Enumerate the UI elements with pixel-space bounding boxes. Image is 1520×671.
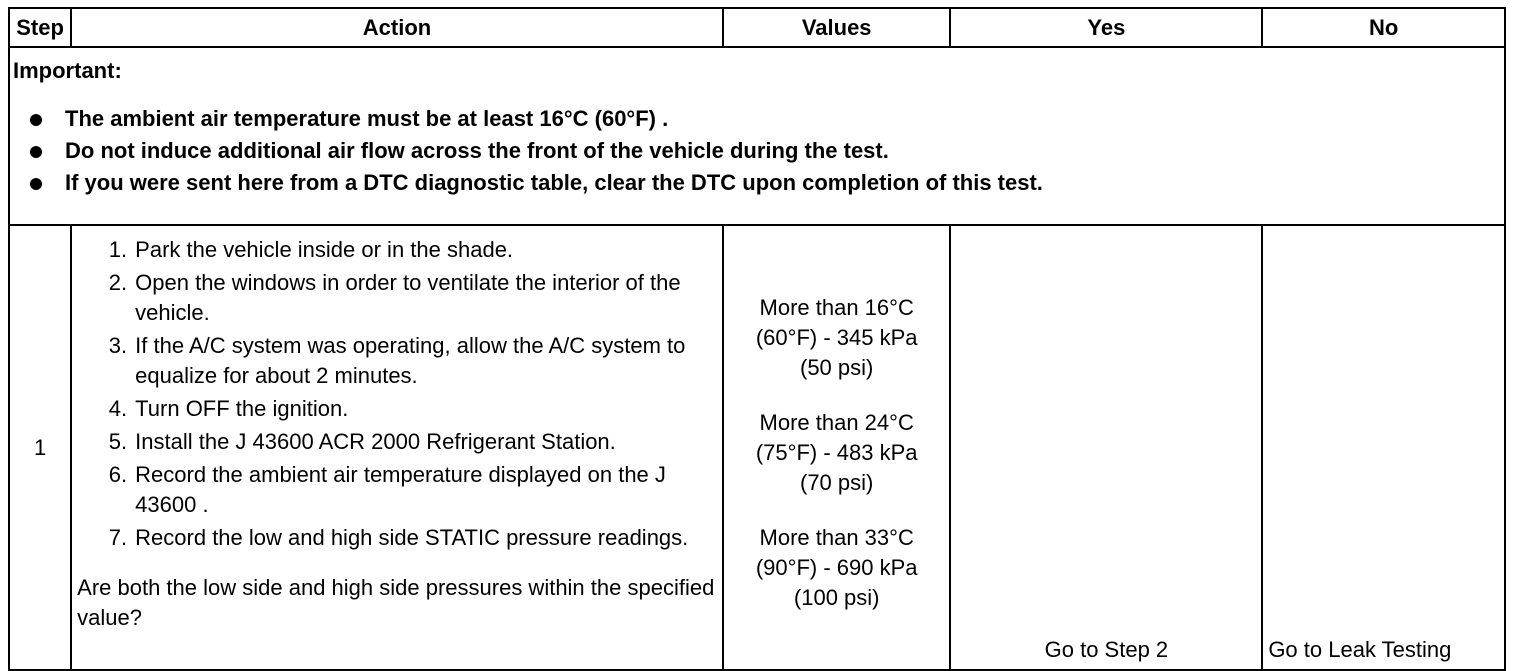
important-item: [30, 103, 1504, 135]
important-item: [30, 135, 1504, 167]
important-list: [13, 103, 1504, 199]
header-yes: Yes: [950, 8, 1262, 47]
action-steps-list: [77, 235, 716, 553]
value-line: (100 psi): [793, 584, 880, 610]
action-step-text: Open the windows in order to ventilate the interior of the vehicle.: [135, 270, 681, 325]
yes-link[interactable]: Go to Step 2: [1044, 637, 1169, 662]
values-cell: [723, 225, 951, 670]
action-step-text: If the A/C system was operating, allow the A/C system to equalize for about 2 minutes.: [135, 333, 686, 388]
bullet-icon: [30, 178, 42, 190]
action-step-number: 4.: [108, 396, 128, 421]
bullet-icon: [30, 146, 42, 158]
action-step-number: 2.: [108, 270, 128, 295]
table-row: [9, 225, 1505, 670]
action-step-number: 6.: [108, 462, 128, 487]
action-step-text: Install the J 43600 ACR 2000 Refrigerant Station.: [135, 429, 616, 454]
action-step: [77, 331, 716, 391]
no-cell: [1262, 225, 1505, 670]
action-step: [77, 523, 716, 553]
header-no: No: [1262, 8, 1505, 47]
action-step-number: 5.: [108, 429, 128, 454]
value-line: (50 psi): [800, 354, 874, 380]
action-step-number: 1.: [108, 237, 128, 262]
yes-cell: [950, 225, 1262, 670]
action-step-number: 7.: [108, 525, 128, 550]
action-step: [77, 268, 716, 328]
important-item-text: The ambient air temperature must be at least 16°C (60°F) .: [65, 106, 669, 131]
value-line: (60°F) - 345 kPa: [755, 324, 918, 350]
value-line: More than 33°C: [759, 524, 914, 550]
bullet-icon: [30, 114, 42, 126]
value-line: (90°F) - 690 kPa: [755, 554, 918, 580]
important-item-text: Do not induce additional air flow across the front of the vehicle during the test.: [65, 138, 889, 163]
no-link[interactable]: Go to Leak Testing: [1268, 637, 1452, 662]
header-action: Action: [71, 8, 723, 47]
diagnostic-table: [8, 7, 1506, 671]
action-step: [77, 235, 716, 265]
action-step: [77, 394, 716, 424]
value-line: More than 24°C: [759, 409, 914, 435]
action-step-number: 3.: [108, 333, 128, 358]
important-note: [9, 47, 1505, 225]
action-step-text: Record the low and high side STATIC pressure readings.: [135, 525, 689, 550]
action-step-text: Record the ambient air temperature displayed on the J 43600 .: [135, 462, 666, 517]
important-row: [9, 47, 1505, 225]
value-line: (70 psi): [800, 469, 874, 495]
important-item: [30, 167, 1504, 199]
action-cell: [71, 225, 723, 670]
action-step: [77, 427, 716, 457]
action-step: [77, 460, 716, 520]
important-item-text: If you were sent here from a DTC diagnostic table, clear the DTC upon completion of this test.: [65, 170, 1043, 195]
value-line: More than 16°C: [759, 294, 914, 320]
header-row: [9, 8, 1505, 47]
step-number: 1: [9, 225, 71, 670]
action-step-text: Turn OFF the ignition.: [135, 396, 349, 421]
action-question: Are both the low side and high side pressures within the specified value?: [77, 575, 715, 630]
action-step-text: Park the vehicle inside or in the shade.: [135, 237, 514, 262]
value-block: [724, 523, 950, 613]
value-block: [724, 293, 950, 383]
value-block: [724, 408, 950, 498]
important-title: Important:: [13, 58, 122, 83]
header-step: Step: [9, 8, 71, 47]
header-values: Values: [723, 8, 951, 47]
value-line: (75°F) - 483 kPa: [755, 439, 918, 465]
